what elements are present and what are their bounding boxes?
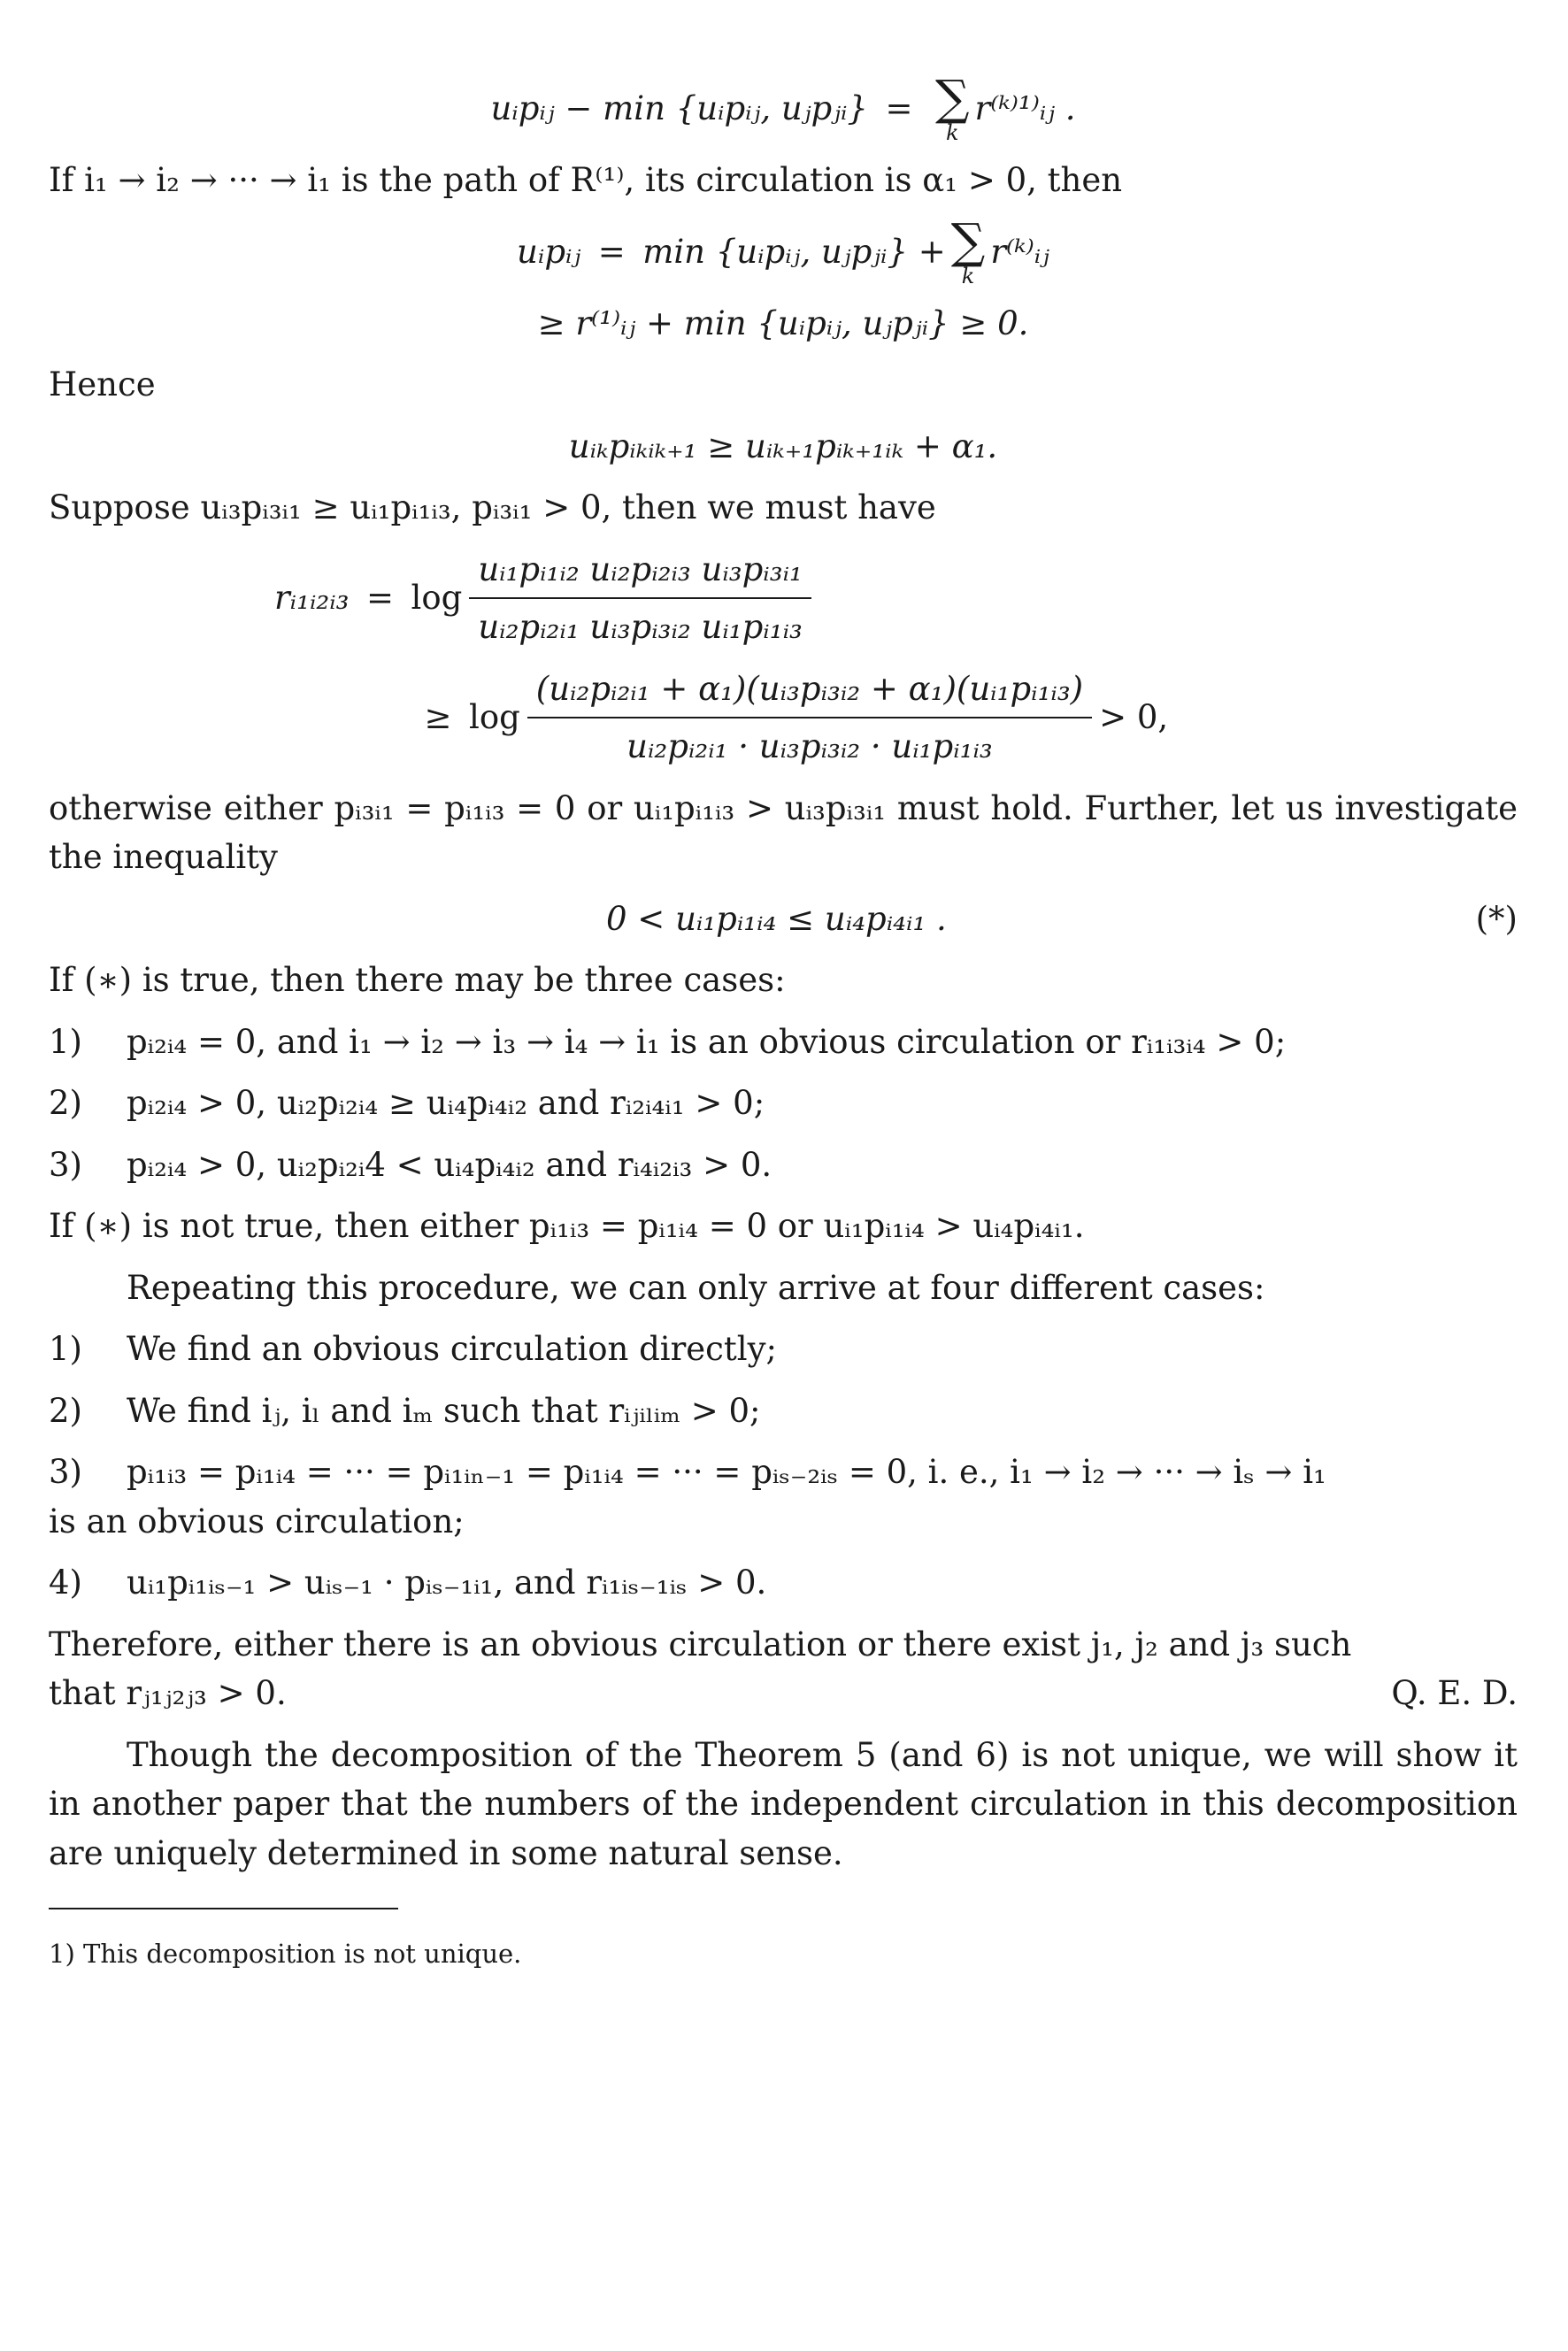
case-number: 2) [49, 1391, 82, 1430]
case-text: pᵢ₁ᵢ₃ = pᵢ₁ᵢ₄ = ··· = pᵢ₁ᵢₙ₋₁ = pᵢ₁ᵢ₄ = ··· = pᵢₛ₋₂ᵢₛ = 0, i. e., i₁ → i₂ → ··· → iₛ → i₁ [127, 1453, 1326, 1491]
eq5-denominator: uᵢ₂pᵢ₂ᵢ₁ uᵢ₃pᵢ₃ᵢ₂ uᵢ₁pᵢ₁ᵢ₃ [478, 608, 803, 646]
paragraph-though: Though the decomposition of the Theorem 5 (and 6) is not unique, we will show it in another paper that the numbers of the independent circulation in this decomposition are uniquely determined in some natural sense. [49, 1735, 1518, 1872]
paragraph-therefore: Therefore, either there is an obvious circulation or there exist j₁, j₂ and j₃ such [49, 1625, 1352, 1663]
paper-page [49, 62, 1518, 2000]
eq1-sum [934, 70, 970, 145]
qed-mark: Q. E. D. [1391, 1674, 1518, 1712]
paragraph-path: If i₁ → i₂ → ··· → i₁ is the path of R⁽¹⁾, its circulation is α₁ > 0, then [49, 161, 1123, 199]
eq7-tag: (*) [1475, 899, 1518, 938]
case-list-1-item [49, 1079, 1518, 1128]
equation-7 [49, 895, 1518, 944]
case-text: pᵢ₂ᵢ₄ > 0, uᵢ₂pᵢ₂ᵢ₄ ≥ uᵢ₄pᵢ₄ᵢ₂ and rᵢ₂ᵢ₄ᵢ₁ > 0; [127, 1084, 765, 1122]
eq7-text: 0 < uᵢ₁pᵢ₁ᵢ₄ ≤ uᵢ₄pᵢ₄ᵢ₁ . [606, 899, 947, 938]
equation-1 [49, 70, 1518, 145]
case-text: uᵢ₁pᵢ₁ᵢₛ₋₁ > uᵢₛ₋₁ · pᵢₛ₋₁ᵢ₁, and rᵢ₁ᵢₛ₋₁ᵢₛ > 0. [127, 1563, 767, 1602]
case-number: 2) [49, 1084, 82, 1122]
eq1-lhs: uᵢpᵢⱼ − min {uᵢpᵢⱼ, uⱼpⱼᵢ} [490, 89, 868, 128]
eq4-text: uᵢₖpᵢₖᵢₖ₊₁ ≥ uᵢₖ₊₁pᵢₖ₊₁ᵢₖ + α₁. [568, 426, 998, 465]
obvious-circulation-text: is an obvious circulation; [49, 1502, 465, 1540]
eq1-term: r⁽ᵏ⁾¹⁾ᵢⱼ . [974, 89, 1076, 128]
eq6-log: log [469, 698, 520, 737]
case-text: pᵢ₂ᵢ₄ > 0, uᵢ₂pᵢ₂ᵢ4 < uᵢ₄pᵢ₄ᵢ₂ and rᵢ₄ᵢ₂ᵢ₃ > 0. [127, 1145, 772, 1184]
equation-3 [49, 299, 1518, 349]
paragraph-if-true: If (∗) is true, then there may be three cases: [49, 961, 786, 999]
case-list-1-item [49, 1018, 1518, 1067]
eq2-rhs: min {uᵢpᵢⱼ, uⱼpⱼᵢ} + [642, 232, 946, 271]
therefore-end: that rⱼ₁ⱼ₂ⱼ₃ > 0. [49, 1674, 287, 1712]
case-list-1-item [49, 1141, 1518, 1190]
eq6-rel: ≥ [424, 698, 452, 737]
eq5-fraction [469, 545, 811, 652]
equation-6 [49, 665, 1518, 772]
eq6-fraction [527, 665, 1092, 772]
case-number: 4) [49, 1563, 82, 1602]
case-list-2-item [49, 1387, 1518, 1436]
sum-limit: k [945, 120, 959, 145]
sum-limit: k [961, 263, 975, 288]
eq2-lhs: uᵢpᵢⱼ [517, 232, 581, 271]
eq5-log: log [411, 579, 463, 618]
case-list-2-item [49, 1558, 1518, 1608]
equation-5 [49, 545, 1518, 652]
sigma-symbol: ∑ [950, 212, 986, 269]
hence-text: Hence [49, 365, 156, 403]
eq3-text: ≥ r⁽¹⁾ᵢⱼ + min {uᵢpᵢⱼ, uⱼpⱼᵢ} ≥ 0. [537, 303, 1029, 342]
eq2-rel: = [597, 232, 626, 271]
eq2-term: r⁽ᵏ⁾ᵢⱼ [990, 232, 1049, 271]
equation-4 [49, 422, 1518, 472]
eq2-sum [950, 212, 986, 288]
paragraph-suppose: Suppose uᵢ₃pᵢ₃ᵢ₁ ≥ uᵢ₁pᵢ₁ᵢ₃, pᵢ₃ᵢ₁ > 0, then we must have [49, 488, 936, 526]
eq6-denominator: uᵢ₂pᵢ₂ᵢ₁ · uᵢ₃pᵢ₃ᵢ₂ · uᵢ₁pᵢ₁ᵢ₃ [626, 727, 993, 765]
paragraph-repeating: Repeating this procedure, we can only arrive at four different cases: [127, 1268, 1265, 1307]
eq5-rel: = [366, 579, 395, 618]
eq6-tail: > 0, [1099, 698, 1169, 737]
case-number: 1) [49, 1330, 82, 1368]
equation-2 [49, 212, 1518, 288]
paragraph-otherwise: otherwise either pᵢ₃ᵢ₁ = pᵢ₁ᵢ₃ = 0 or uᵢ₁pᵢ₁ᵢ₃ > uᵢ₃pᵢ₃ᵢ₁ must hold. Further, let us investigate the inequality [49, 788, 1518, 876]
eq6-numerator: (uᵢ₂pᵢ₂ᵢ₁ + α₁)(uᵢ₃pᵢ₃ᵢ₂ + α₁)(uᵢ₁pᵢ₁ᵢ₃) [527, 665, 1092, 719]
case-list-2-item [49, 1448, 1518, 1497]
eq5-numerator: uᵢ₁pᵢ₁ᵢ₂ uᵢ₂pᵢ₂ᵢ₃ uᵢ₃pᵢ₃ᵢ₁ [469, 545, 811, 600]
paragraph-if-not-true: If (∗) is not true, then either pᵢ₁ᵢ₃ = pᵢ₁ᵢ₄ = 0 or uᵢ₁pᵢ₁ᵢ₄ > uᵢ₄pᵢ₄ᵢ₁. [49, 1207, 1085, 1245]
case-number: 1) [49, 1022, 82, 1061]
eq5-lhs: rᵢ₁ᵢ₂ᵢ₃ [274, 579, 350, 618]
eq1-rel: = [885, 89, 913, 128]
sigma-symbol: ∑ [934, 70, 970, 126]
footnote-rule [49, 1908, 398, 1909]
case-number: 3) [49, 1453, 82, 1491]
case-text: We find iⱼ, iₗ and iₘ such that rᵢⱼᵢₗᵢₘ > 0; [127, 1391, 761, 1430]
footnote: 1) This decomposition is not unique. [49, 1939, 522, 1969]
therefore-qed-row [49, 1669, 1518, 1718]
case-number: 3) [49, 1145, 82, 1184]
case-list-2-item [49, 1325, 1518, 1374]
case-text: pᵢ₂ᵢ₄ = 0, and i₁ → i₂ → i₃ → i₄ → i₁ is an obvious circulation or rᵢ₁ᵢ₃ᵢ₄ > 0; [127, 1022, 1287, 1061]
case-text: We find an obvious circulation directly; [127, 1330, 777, 1368]
